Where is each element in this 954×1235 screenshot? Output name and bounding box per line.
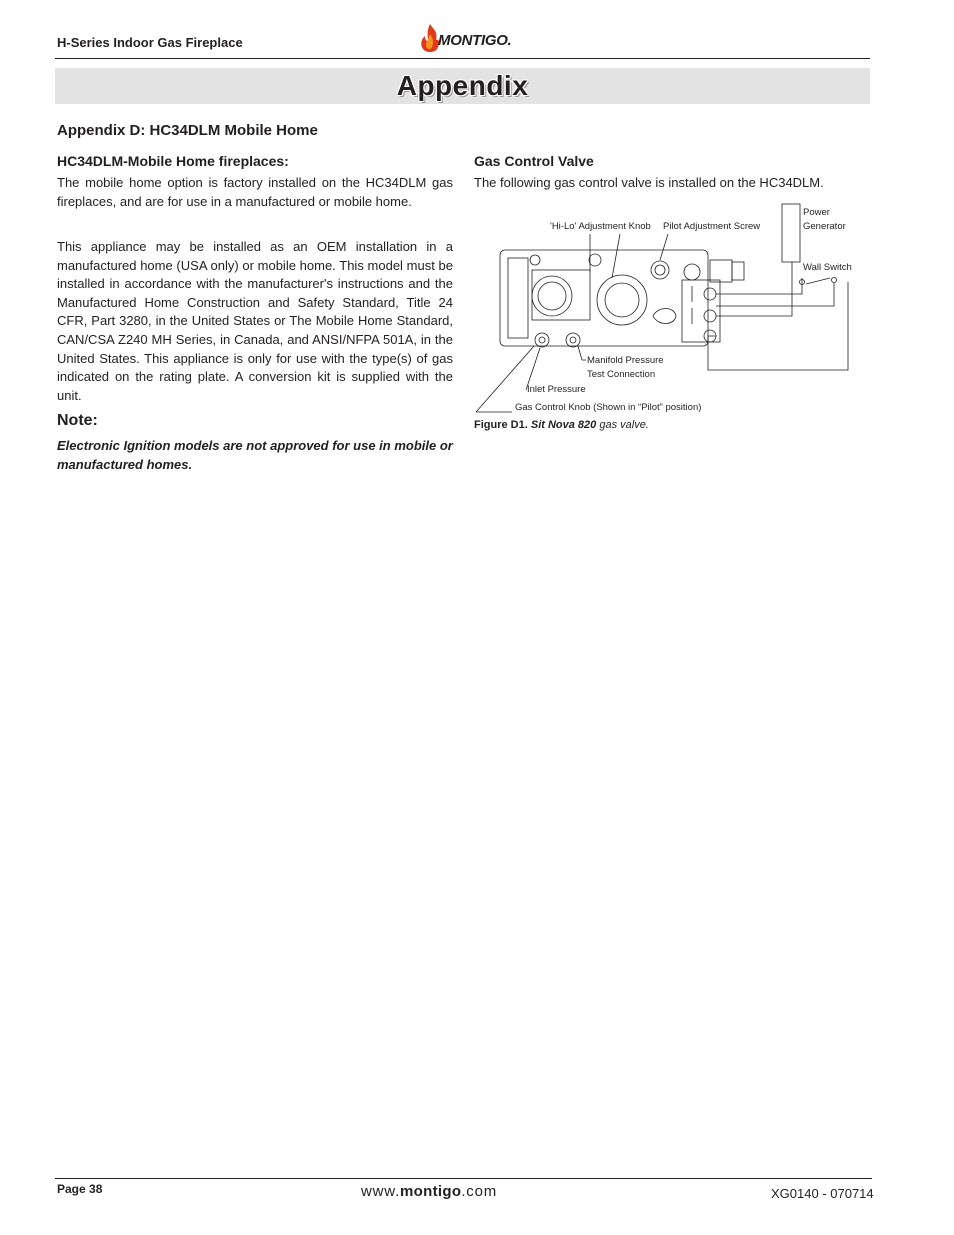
caption-prefix: Figure D1.: [474, 419, 528, 431]
hi-lo-knob: [597, 275, 647, 325]
label-wall-switch: Wall Switch: [803, 262, 852, 273]
page-number: Page 38: [57, 1182, 103, 1196]
power-generator: [782, 204, 800, 262]
website-brand: montigo: [400, 1183, 462, 1200]
right-subheading: Gas Control Valve: [474, 153, 594, 169]
label-gas-control-knob: Gas Control Knob (Shown in “Pilot” position): [515, 402, 702, 413]
section-heading: Appendix D: HC34DLM Mobile Home: [57, 122, 318, 139]
left-paragraph-1: The mobile home option is factory installed on the HC34DLM gas fireplaces, and are for use in a manufactured or mobile home.: [57, 175, 453, 209]
pilot-screw: [651, 261, 669, 279]
montigo-logo: [418, 22, 518, 54]
website-url[interactable]: [361, 1183, 497, 1200]
header-rule: [55, 58, 870, 59]
website-suffix: .com: [461, 1183, 498, 1200]
label-pilot-screw: Pilot Adjustment Screw: [663, 221, 761, 232]
appendix-banner: [55, 68, 870, 104]
manifold-pressure-port: [566, 333, 580, 347]
caption-suffix: gas valve.: [599, 419, 649, 431]
valve-body: [500, 250, 708, 346]
document-title: H-Series Indoor Gas Fireplace: [57, 35, 243, 50]
left-subheading: HC34DLM-Mobile Home fireplaces:: [57, 153, 289, 169]
gas-valve-diagram: [470, 198, 860, 416]
label-inlet-pressure: Inlet Pressure: [527, 384, 586, 395]
caption-model: Sit Nova 820: [530, 419, 597, 431]
label-manifold-2: Test Connection: [587, 369, 656, 380]
note-heading: Note:: [57, 412, 98, 429]
document-code: XG0140 - 070714: [771, 1186, 874, 1201]
note-text: Electronic Ignition models are not approved for use in mobile or manufactured homes.: [57, 438, 453, 472]
right-intro: The following gas control valve is installed on the HC34DLM.: [474, 175, 824, 190]
label-power-2: Generator: [803, 221, 846, 232]
wall-switch: [806, 278, 830, 284]
inlet-pressure-port: [535, 333, 549, 347]
valve-left-flange: [508, 258, 528, 338]
banner-title: Appendix: [396, 70, 529, 101]
figure-caption: [474, 419, 649, 431]
label-hi-lo-knob: 'Hi-Lo' Adjustment Knob: [550, 221, 651, 232]
left-paragraph-2: This appliance may be installed as an OEM installation in a manufactured home (USA only) or mobile home. This model must be installed in accordance with the manufacturer's instructions and the Manufactured Home Construction and Safety Standard, Title 24 CFR, Part 3280, in the United States or The Mobile Home Standard, CAN/CSA Z240 MH Series, in Canada, and ANSI/NFPA 501A, in the United States. This appliance is only for use with the type(s) of gas indicated on the rating plate. A conversion kit is supplied with the unit.: [57, 239, 453, 403]
label-manifold-1: Manifold Pressure: [587, 355, 664, 366]
website-prefix: www.: [361, 1183, 401, 1200]
label-power-1: Power: [803, 207, 830, 218]
logo-text: MONTIGO.: [438, 32, 512, 49]
footer-rule: [55, 1178, 872, 1179]
